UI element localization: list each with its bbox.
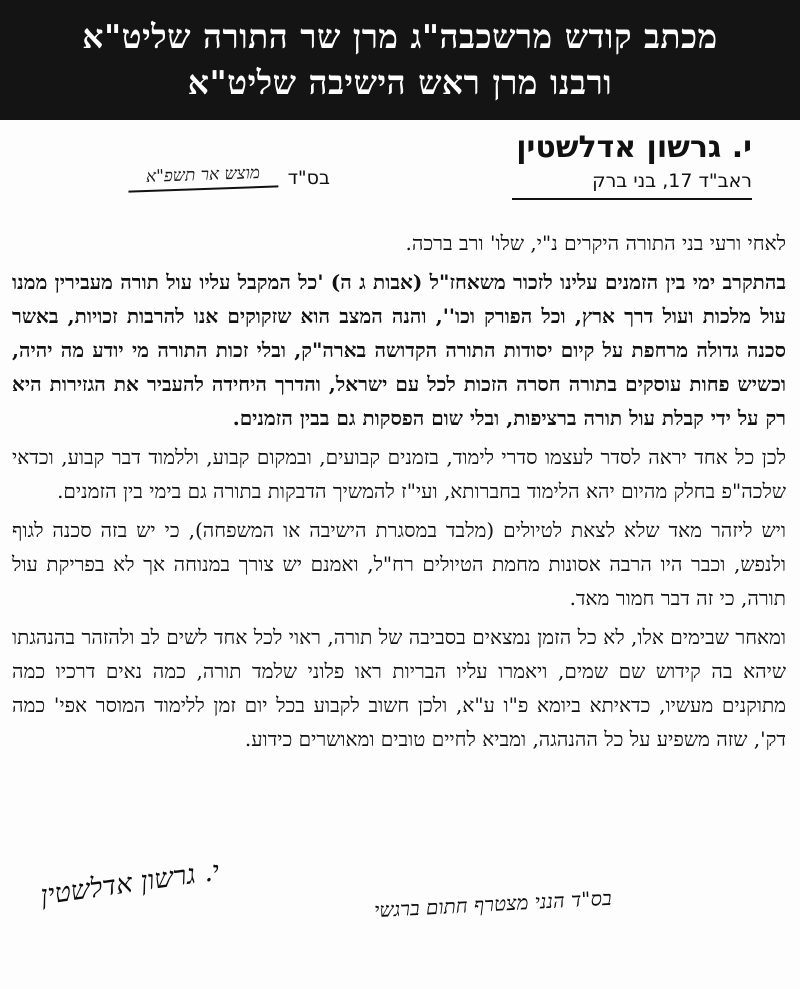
- salutation: לאחי ורעי בני התורה היקרים נ"י, שלו' ורב ברכה.: [405, 231, 786, 255]
- dateline: [128, 164, 331, 190]
- letter-body: [12, 226, 786, 756]
- letterhead-address: ראב"ד 17, בני ברק: [592, 170, 752, 192]
- signature-secondary: בס"ד הנני מצטרף חתום ברגשי: [373, 885, 613, 923]
- signature-primary: י. גרשון אדלשטין: [38, 855, 222, 912]
- banner-title-line-2: ורבנו מרן ראש הישיבה שליט"א: [187, 63, 613, 102]
- banner-title-line-1: מכתב קודש מרשכבה"ג מרן שר התורה שליט"א: [82, 17, 718, 56]
- paragraph-4: ומאחר שבימים אלו, לא כל הזמן נמצאים בסביבה של תורה, ראוי לכל אחד לשים לב ולהזהר בהנהגתו שיהא בה קידוש שם שמים, ויאמרו עליו הבריות ראו פלוני שלמד תורה, כמה נאים דרכיו כמה מתוקנים מעשיו, כדאיתא ביומא פ"ו ע"א, ולכן חשוב לקבוע בכל יום זמן ללימוד המוסר אפי' כמה דק', שזה משפיע על כל ההנהגה, ומביא לחיים טובים ומאושרים כידוע.: [12, 625, 786, 751]
- letterhead-name: י. גרשון אדלשטין: [516, 130, 752, 165]
- handwritten-date: מוצש אר תשפ"א: [127, 161, 278, 192]
- paragraph-1: בהתקרב ימי בין הזמנים עלינו לזכור משאחז"ל (אבות ג ה) 'כל המקבל עליו עול תורה מעבירין ממנו עול מלכות ועול דרך ארץ, וכל הפורק וכו'', והנה המצב הוא שזקוקים אנו להרבות זכויות, באשר סכנה גדולה מרחפת על קיום יסודות התורה הקדושה בארה"ק, ובלי זכות התורה מי יודע מה יהיה, וכשיש פחות עוסקים בתורה חסרה הזכות לכל עם ישראל, והדרך היחידה להעביר את הגזירות היא רק על ידי קבלת עול תורה ברציפות, ובלי שום הפסקות גם בבין הזמנים.: [12, 270, 786, 430]
- dateline-prefix: בס"ד: [287, 167, 330, 189]
- letter-banner: [0, 0, 800, 120]
- letterhead: [516, 128, 752, 194]
- letterhead-divider: [512, 198, 752, 200]
- letter-page: [0, 120, 800, 989]
- paragraph-2: לכן כל אחד יראה לסדר לעצמו סדרי לימוד, בזמנים קבועים, ובמקום קבוע, וללמוד דבר קבוע, וכדאי שלכה"פ בחלק מהיום יהא הלימוד בחברותא, ועי"ז להמשיך הדבקות בתורה גם בימי בין הזמנים.: [12, 445, 786, 503]
- paragraph-3: ויש ליזהר מאד שלא לצאת לטיולים (מלבד במסגרת הישיבה או המשפחה), כי יש בזה סכנה לגוף ולנפש, וכבר היו הרבה אסונות מחמת הטיולים רח"ל, ואמנם יש צורך במנוחה אך לא בפריקת עול תורה, כי זה דבר חמור מאד.: [12, 518, 786, 610]
